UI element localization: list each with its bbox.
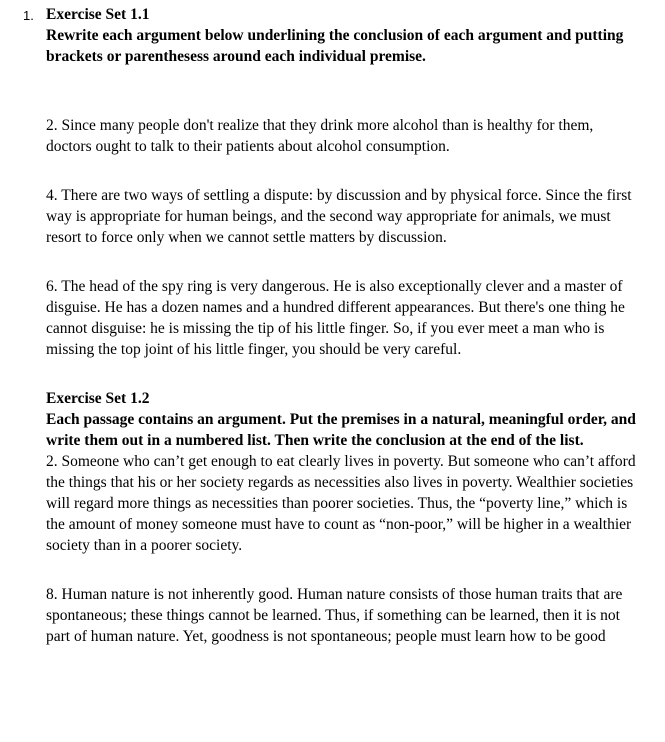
- exercise-1-2-item-8: 8. Human nature is not inherently good. Human nature consists of those human traits that are spontaneous; these things cannot be learned. Thus, if something can be learned, then it is not part of human nature. Yet, goodness is not spontaneous; people must learn how to be good: [46, 586, 623, 645]
- exercise-set-1-1-instructions: Rewrite each argument below underlining the conclusion of each argument and putting brackets or parenthesess around each individual premise.: [46, 27, 624, 65]
- exercise-1-2-item-2: 2. Someone who can’t get enough to eat clearly lives in poverty. But someone who can’t afford the things that his or her society regards as necessities also lives in poverty. Wealthier societies will regard more things as necessities than poorer societies. Thus, the “poverty line,” which is the amount of money someone must have to count as “non-poor,” will be higher in a wealthier society than in a poorer society.: [46, 453, 636, 554]
- exercise-1-1-item-6: 6. The head of the spy ring is very dangerous. He is also exceptionally clever and a master of disguise. He has a dozen names and a hundred different appearances. But there's one thing he cannot disguise: he is missing the tip of his little finger. So, if you ever meet a man who is missing the top joint of his little finger, you should be very careful.: [46, 278, 625, 358]
- exercise-set-1-2-instructions: Each passage contains an argument. Put the premises in a natural, meaningful order, and write them out in a numbered list. Then write the conclusion at the end of the list.: [46, 411, 636, 449]
- exercise-1-1-item-2: 2. Since many people don't realize that they drink more alcohol than is healthy for them, doctors ought to talk to their patients about alcohol consumption.: [46, 117, 594, 155]
- exercise-set-1-2-title: Exercise Set 1.2: [46, 390, 150, 407]
- exercise-1-1-item-4: 4. There are two ways of settling a dispute: by discussion and by physical force. Since the first way is appropriate for human beings, and the second way appropriate for animals, we must resort to force only when we cannot settle matters by discussion.: [46, 187, 632, 246]
- list-number: 1.: [23, 8, 34, 23]
- exercise-set-1-1-title: Exercise Set 1.1: [46, 6, 150, 23]
- exercise-document: [46, 4, 636, 647]
